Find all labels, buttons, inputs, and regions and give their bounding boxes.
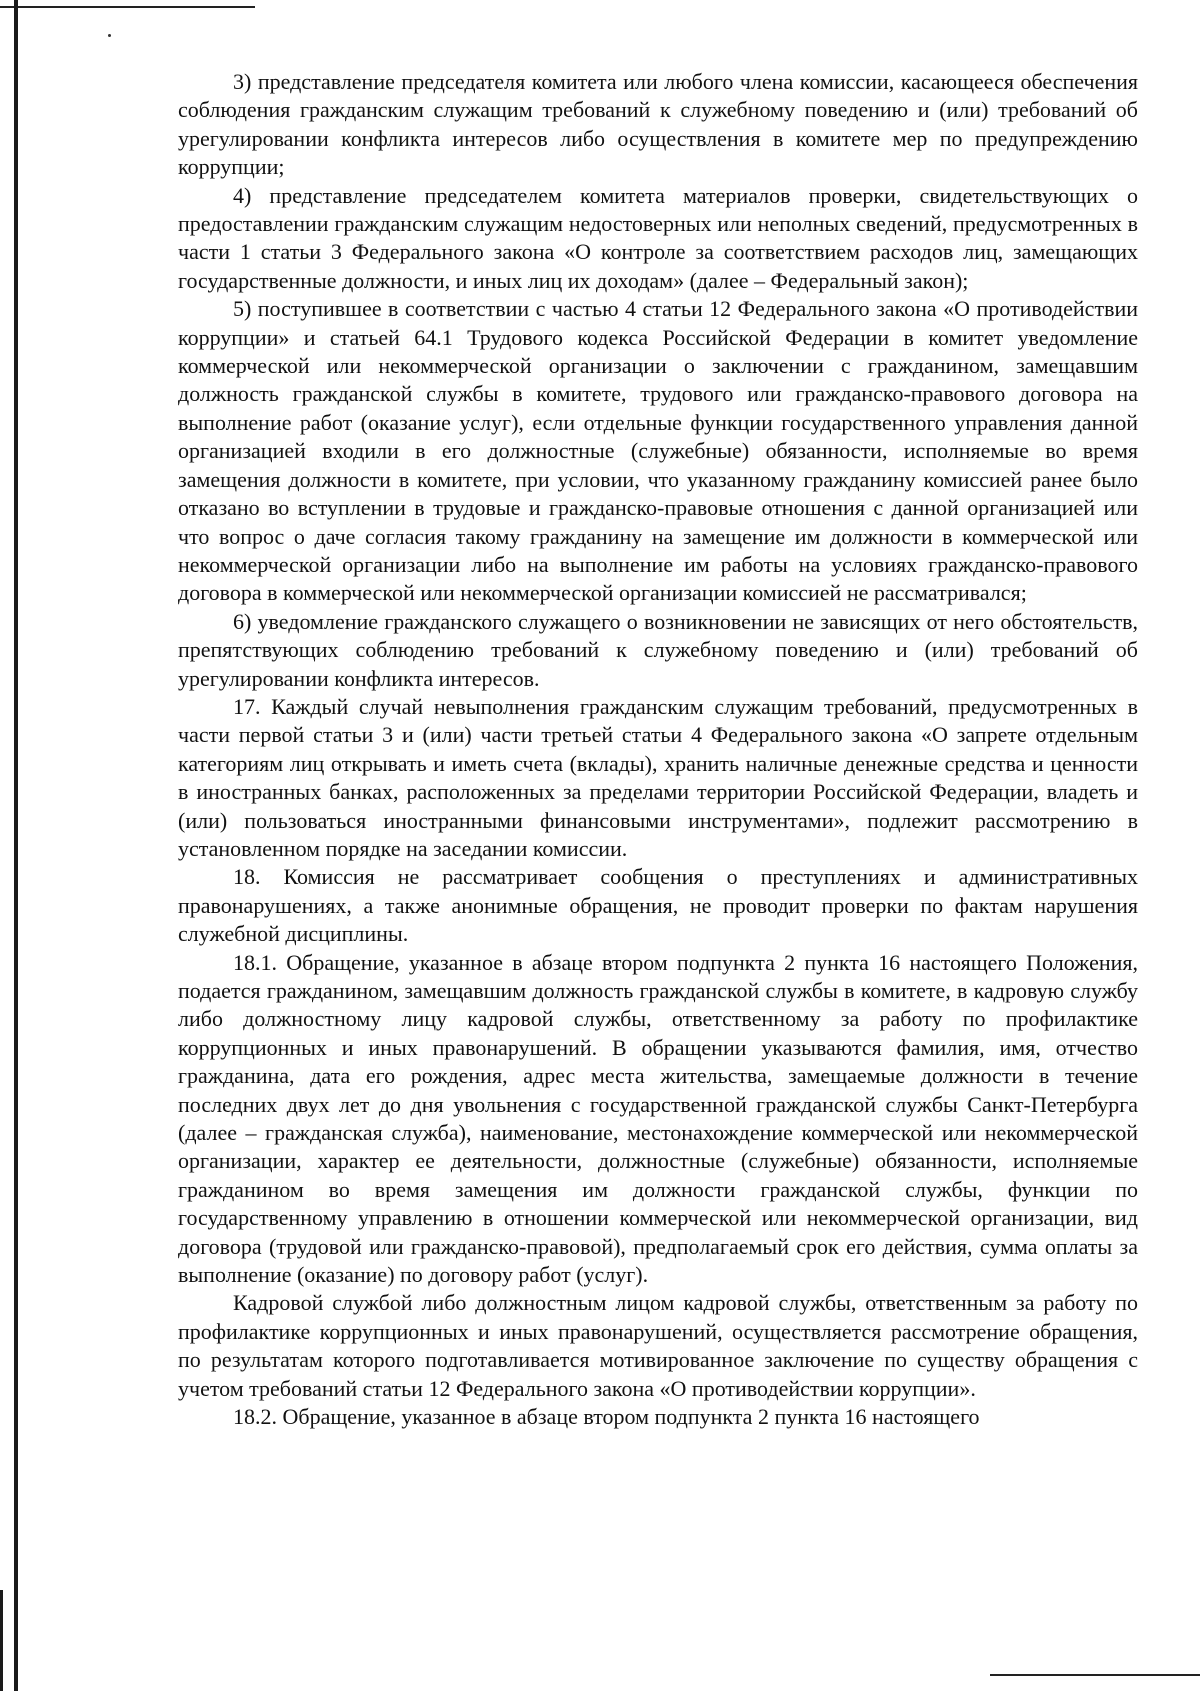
- scan-border-bottom: [990, 1674, 1200, 1676]
- paragraph-item-3: 3) представление председателя комитета или любого члена комиссии, касающееся обеспечения соблюдения гражданским служащим требований к служебному поведению и (или) требований об урегулировании конфликта интересов либо осуществления в комитете мер по предупреждению коррупции;: [178, 69, 1138, 180]
- paragraph-clause-18: 18. Комиссия не рассматривает сообщения о преступлениях и административных правонарушениях, а также анонимные обращения, не проводит проверки по фактам нарушения служебной дисциплины.: [178, 864, 1138, 947]
- scan-speck: [108, 34, 111, 37]
- scan-border-left-edge: [0, 1590, 3, 1691]
- paragraph-item-5: 5) поступившее в соответствии с частью 4 статьи 12 Федерального закона «О противодействии коррупции» и статьей 64.1 Трудового кодекса Российской Федерации в комитет уведомление коммерческой или некоммерческой организации о заключении с гражданином, замещавшим должность гражданской службы в комитете, трудового или гражданско-правового договора на выполнение работ (оказание услуг), если отдельные функции государственного управления данной организацией входили в его должностные (служебные) обязанности, исполняемые во время замещения должности в комитете, при условии, что указанному гражданину комиссией ранее было отказано во вступлении в трудовые и гражданско-правовые отношения с данной организацией или что вопрос о даче согласия такому гражданину на замещение им должности в коммерческой или некоммерческой организации либо на выполнение им работы на условиях гражданско-правового договора в коммерческой или некоммерческой организации комиссией не рассматривался;: [178, 296, 1138, 606]
- document-body: [178, 68, 1138, 1432]
- paragraph-clause-18-1: 18.1. Обращение, указанное в абзаце втором подпункта 2 пункта 16 настоящего Положения, подается гражданином, замещавшим должность гражданской службы в комитете, в кадровую службу либо должностному лицу кадровой службы, ответственному за работу по профилактике коррупционных и иных правонарушений. В обращении указываются фамилия, имя, отчество гражданина, дата его рождения, адрес места жительства, замещаемые должности в течение последних двух лет до дня увольнения с государственной гражданской службы Санкт-Петербурга (далее – гражданская служба), наименование, местонахождение коммерческой или некоммерческой организации, характер ее деятельности, должностные (служебные) обязанности, исполняемые гражданином во время замещения им должности гражданской службы, функции по государственному управлению в отношении коммерческой или некоммерческой организации, вид договора (трудовой или гражданско-правовой), предполагаемый срок его действия, сумма оплаты за выполнение (оказание) по договору работ (услуг).: [178, 949, 1138, 1288]
- paragraph-clause-17: 17. Каждый случай невыполнения гражданским служащим требований, предусмотренных в части первой статьи 3 и (или) части третьей статьи 4 Федерального закона «О запрете отдельным категориям лиц открывать и иметь счета (вклады), хранить наличные денежные средства и ценности в иностранных банках, расположенных за пределами территории Российской Федерации, владеть и (или) пользоваться иностранными финансовыми инструментами», подлежит рассмотрению в установленном порядке на заседании комиссии.: [178, 693, 1138, 861]
- paragraph-item-6: 6) уведомление гражданского служащего о возникновении не зависящих от него обстоятельств, препятствующих соблюдению требований к служебному поведению и (или) требований об урегулировании конфликта интересов.: [178, 608, 1138, 691]
- scan-border-left: [14, 0, 18, 1691]
- paragraph-clause-18-2: 18.2. Обращение, указанное в абзаце втором подпункта 2 пункта 16 настоящего: [233, 1404, 980, 1430]
- paragraph-item-4: 4) представление председателем комитета материалов проверки, свидетельствующих о предоставлении гражданским служащим недостоверных или неполных сведений, предусмотренных в части 1 статьи 3 Федерального закона «О контроле за соответствием расходов лиц, замещающих государственные должности, и иных лиц их доходам» (далее – Федеральный закон);: [178, 182, 1138, 293]
- scan-border-top: [0, 6, 255, 8]
- paragraph-clause-18-1-continued: Кадровой службой либо должностным лицом кадровой службы, ответственным за работу по профилактике коррупционных и иных правонарушений, осуществляется рассмотрение обращения, по результатам которого подготавливается мотивированное заключение по существу обращения с учетом требований статьи 12 Федерального закона «О противодействии коррупции».: [178, 1290, 1138, 1401]
